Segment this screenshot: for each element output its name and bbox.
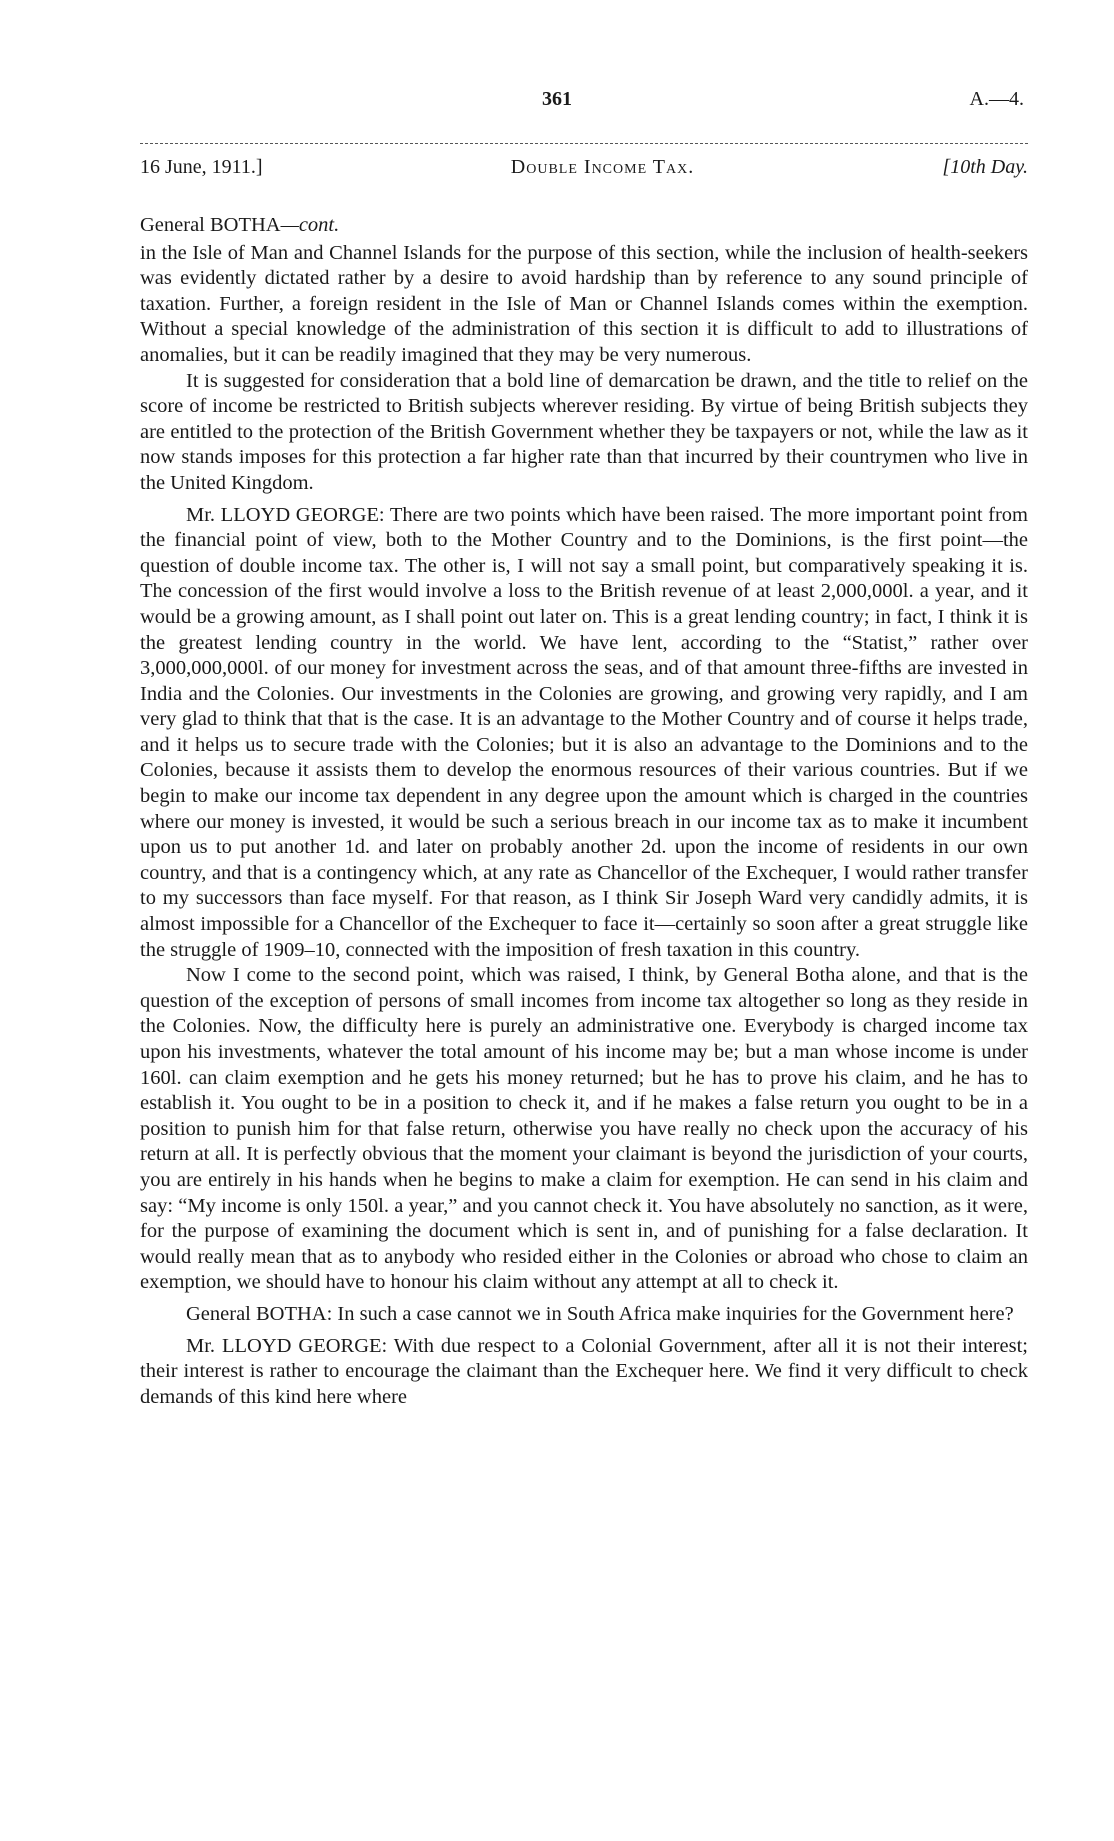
- body-text: [140, 213, 1028, 1410]
- header-rule: [140, 143, 1028, 144]
- speaker-name: General BOTHA: [140, 214, 281, 236]
- paragraph: General BOTHA: In such a case cannot we in South Africa make inquiries for the Government here?: [186, 1302, 1014, 1325]
- continued-speaker: [140, 213, 1028, 239]
- paragraph: Now I come to the second point, which was raised, I think, by General Botha alone, and that is the question of the exception of persons of small incomes from income tax altogether so long as they reside in the Colonies. Now, the difficulty here is purely an administrative one. Everybody is charged income tax upon his investments, whatever the total amount of his income may be; but a man whose income is under 160l. can claim exemption and he gets his money returned; but he has to prove his claim, and he has to establish it. You ought to be in a position to check it, and if he makes a false return you ought to be in a position to punish him for that false return, otherwise you have really no check upon the accuracy of his return at all. It is perfectly obvious that the moment your claimant is beyond the jurisdiction of your courts, you are entirely in his hands when he begins to make a claim for exemption. He can send in his claim and say: “My income is only 150l. a year,” and you cannot check it. You have absolutely no sanction, as it were, for the purpose of examining the document which is sent in, and of punishing for a false declaration. It would really mean that as to anybody who resided either in the Colonies or abroad who chose to claim an exemption, we should have to honour his claim without any attempt at all to check it.: [140, 964, 1028, 1294]
- paragraph: It is suggested for consideration that a bold line of demarcation be drawn, and the title to relief on the score of income be restricted to British subjects wherever residing. By virtue of being British subjects they are entitled to the protection of the British Government whether they be taxpayers or not, while the law as it now stands imposes for this protection a far higher rate than that incurred by their countrymen who live in the United Kingdom.: [140, 369, 1028, 494]
- document-reference: A.—4.: [969, 88, 1024, 110]
- paragraph: in the Isle of Man and Channel Islands for the purpose of this section, while the inclusion of health-seekers was evidently dictated rather by a desire to avoid hardship than by reference to any sound principle of taxation. Further, a foreign resident in the Isle of Man or Channel Islands comes within the exemption. Without a special knowledge of the administration of this section it is difficult to add to illustrations of anomalies, but it can be readily imagined that they may be very numerous.: [140, 241, 1028, 366]
- paragraph: Mr. LLOYD GEORGE: With due respect to a Colonial Government, after all it is not their interest; their interest is rather to encourage the claimant than the Exchequer here. We find it very difficult to check demands of this kind here where: [140, 1334, 1028, 1408]
- session-day: [10th Day.: [942, 156, 1028, 178]
- session-date: 16 June, 1911.]: [140, 156, 263, 178]
- continued-marker: —cont.: [280, 214, 340, 236]
- paragraph: Mr. LLOYD GEORGE: There are two points which have been raised. The more important point from the financial point of view, both to the Mother Country and to the Dominions, is the first point—the question of double income tax. The other is, I will not say a small point, but comparatively speaking it is. The concession of the first would involve a loss to the British revenue of at least 2,000,000l. a year, and it would be a growing amount, as I shall point out later on. This is a great lending country; in fact, I think it is the greatest lending country in the world. We have lent, according to the “Statist,” rather over 3,000,000,000l. of our money for investment across the seas, and of that amount three-fifths are invested in India and the Colonies. Our investments in the Colonies are growing, and growing very rapidly, and I am very glad to think that that is the case. It is an advantage to the Mother Country and of course it helps trade, and it helps us to secure trade with the Colonies; but it is also an advantage to the Dominions and to the Colonies, because it assists them to develop the enormous resources of their various countries. But if we begin to make our income tax dependent in any degree upon the amount which is charged in the countries where our money is invested, it would be such a serious breach in our income tax as to make it incumbent upon us to put another 1d. and later on probably another 2d. upon the income of residents in our own country, and that is a contingency which, at any rate as Chancellor of the Exchequer, I would rather transfer to my successors than face myself. For that reason, as I think Sir Joseph Ward very candidly admits, it is almost impossible for a Chancellor of the Exchequer to face it—certainly so soon after a great struggle like the struggle of 1909–10, connected with the imposition of fresh taxation in this country.: [140, 503, 1028, 961]
- section-title: Double Income Tax.: [510, 156, 695, 178]
- running-head: [140, 156, 1028, 179]
- page-number: 361: [542, 88, 572, 110]
